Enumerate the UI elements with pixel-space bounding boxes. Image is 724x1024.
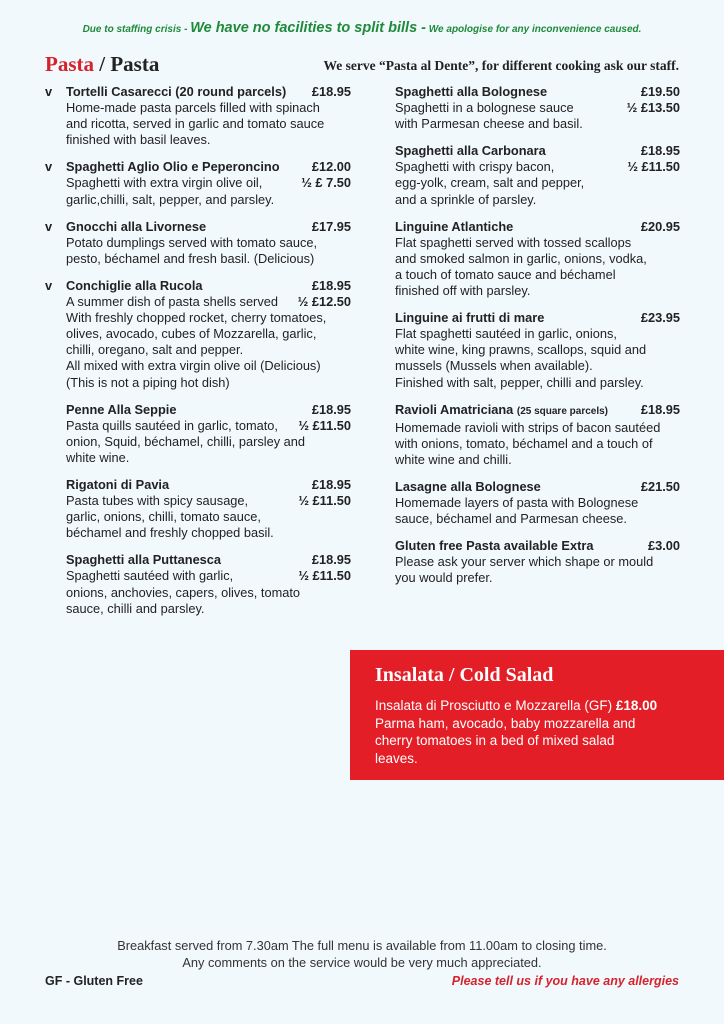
menu-item bbox=[45, 219, 351, 267]
title-rest: / Pasta bbox=[94, 52, 160, 76]
menu-item-header bbox=[395, 84, 680, 100]
menu-item-name bbox=[66, 278, 203, 294]
allergy-note: Please tell us if you have any allergies bbox=[451, 974, 679, 988]
menu-item-header bbox=[395, 402, 680, 420]
footer-line-1: Breakfast served from 7.30am The full menu is available from 11.00am to closing time. bbox=[117, 938, 607, 953]
menu-item-desc bbox=[66, 100, 351, 148]
left-menu-column bbox=[45, 84, 351, 628]
salad-title: Insalata / Cold Salad bbox=[375, 664, 554, 686]
menu-item bbox=[45, 477, 351, 541]
menu-item bbox=[45, 159, 351, 207]
menu-item-desc bbox=[395, 326, 680, 390]
menu-item-price: £18.95 bbox=[311, 401, 351, 417]
menu-item-header bbox=[66, 219, 351, 235]
menu-item bbox=[45, 278, 351, 391]
menu-item-desc-text: Potato dumplings served with tomato sauce, pesto, béchamel and fresh basil. (Delicious) bbox=[66, 234, 318, 266]
half-portion-price: ½ £12.50 bbox=[297, 294, 351, 310]
half-portion-price: ½ £11.50 bbox=[298, 417, 351, 433]
menu-item-name bbox=[66, 219, 206, 235]
notice-small-right: We apologise for any inconvenience caused. bbox=[426, 24, 642, 35]
menu-item-header bbox=[395, 310, 680, 326]
vegetarian-mark: v bbox=[45, 218, 53, 234]
half-portion-price: ½ £11.50 bbox=[298, 568, 351, 584]
menu-item-title: Spaghetti alla Bolognese bbox=[395, 84, 548, 99]
menu-item bbox=[395, 402, 680, 468]
vegetarian-mark: v bbox=[45, 277, 53, 293]
menu-item-title: Lasagne alla Bolognese bbox=[395, 478, 541, 494]
menu-item-price: £18.95 bbox=[311, 476, 351, 492]
menu-item-name bbox=[66, 159, 280, 175]
staffing-notice bbox=[0, 20, 724, 36]
menu-item bbox=[45, 402, 351, 466]
menu-item-header bbox=[395, 538, 680, 554]
menu-item-title: Conchiglie alla Rucola bbox=[66, 277, 203, 293]
half-portion-price: ½ £11.50 bbox=[298, 493, 351, 509]
menu-item-desc bbox=[66, 235, 351, 267]
footer bbox=[0, 938, 724, 971]
menu-item-name bbox=[395, 538, 593, 554]
menu-item-desc bbox=[66, 294, 351, 391]
menu-item-price: £3.00 bbox=[647, 538, 680, 554]
menu-item-name bbox=[395, 479, 541, 495]
menu-item-price: £17.95 bbox=[311, 218, 351, 234]
menu-item bbox=[395, 479, 680, 527]
menu-item-desc-text: Pasta tubes with spicy sausage, garlic, onions, chilli, tomato sauce, béchamel and freshly chopped basil. bbox=[66, 493, 274, 541]
menu-item-price: £20.95 bbox=[640, 218, 680, 234]
half-portion-price: ½ £13.50 bbox=[626, 100, 680, 116]
menu-item-price: £12.00 bbox=[311, 159, 351, 175]
menu-item bbox=[395, 538, 680, 586]
menu-item-desc-text: Spaghetti in a bolognese sauce with Parmesan cheese and basil. bbox=[395, 100, 583, 132]
menu-item-price: £23.95 bbox=[640, 310, 680, 326]
menu-item bbox=[395, 310, 680, 390]
menu-item-title: Tortelli Casarecci (20 round parcels) bbox=[66, 84, 287, 99]
menu-item-desc bbox=[395, 420, 680, 468]
menu-item-note: (25 square parcels) bbox=[516, 405, 609, 417]
serve-note: We serve “Pasta al Dente”, for different cooking ask our staff. bbox=[323, 58, 679, 73]
menu-item-title: Penne Alla Seppie bbox=[66, 401, 177, 417]
menu-item-price: £18.95 bbox=[311, 277, 351, 293]
menu-item-desc bbox=[66, 418, 351, 466]
menu-item-header bbox=[395, 479, 680, 495]
menu-item-name bbox=[66, 552, 221, 568]
menu-item-desc-text: Spaghetti sautéed with garlic, onions, anchovies, capers, olives, tomato sauce, chilli and parsley. bbox=[66, 568, 301, 616]
menu-item-title: Gluten free Pasta available Extra bbox=[395, 538, 594, 554]
menu-item-desc bbox=[395, 100, 680, 132]
menu-item bbox=[45, 552, 351, 616]
menu-item-title: Linguine ai frutti di mare bbox=[395, 310, 545, 326]
menu-item-header bbox=[66, 477, 351, 493]
half-portion-price: ½ £ 7.50 bbox=[301, 175, 351, 191]
menu-item-title: Rigatoni di Pavia bbox=[66, 476, 170, 492]
menu-item-price: £21.50 bbox=[640, 478, 680, 494]
menu-item-header bbox=[395, 219, 680, 235]
salad-item bbox=[375, 697, 704, 767]
menu-item-header bbox=[66, 84, 351, 100]
menu-item-name bbox=[395, 143, 546, 159]
salad-item-price: £18.00 bbox=[615, 698, 658, 713]
menu-item-header bbox=[66, 159, 351, 175]
menu-item-desc bbox=[395, 495, 680, 527]
menu-item-name bbox=[66, 84, 286, 100]
menu-item-name bbox=[395, 310, 544, 326]
footer-line-2: Any comments on the service would be very much appreciated. bbox=[182, 954, 542, 970]
menu-item-name bbox=[66, 477, 169, 493]
menu-item bbox=[395, 84, 680, 132]
menu-item-title: Ravioli Amatriciana bbox=[395, 401, 514, 417]
notice-main: We have no facilities to split bills - bbox=[190, 20, 426, 36]
menu-item-title: Gnocchi alla Livornese bbox=[66, 218, 207, 234]
salad-item-desc: Parma ham, avocado, baby mozzarella and cherry tomatoes in a bed of mixed salad leaves. bbox=[375, 715, 636, 766]
menu-item bbox=[45, 84, 351, 148]
salad-section bbox=[350, 650, 724, 780]
menu-item-desc-text: Pasta quills sautéed in garlic, tomato, onion, Squid, béchamel, chilli, parsley and white wine. bbox=[66, 417, 306, 465]
menu-item-desc-text: Home-made pasta parcels filled with spinach and ricotta, served in garlic and tomato sauce finished with basil leaves. bbox=[66, 100, 325, 148]
menu-item-name bbox=[66, 402, 176, 418]
menu-item-desc-text: Homemade ravioli with strips of bacon sautéed with onions, tomato, béchamel and a touch of white wine and chilli. bbox=[395, 419, 661, 467]
menu-item-desc-text: Flat spaghetti sautéed in garlic, onions, white wine, king prawns, scallops, squid and mussels (Mussels when available). Finished with salt, pepper, chilli and parsley. bbox=[395, 326, 647, 390]
menu-item-price: £18.95 bbox=[640, 143, 680, 159]
menu-item-desc-text: Please ask your server which shape or mould you would prefer. bbox=[395, 554, 654, 586]
menu-item-desc bbox=[66, 175, 351, 207]
menu-item-price: £19.50 bbox=[640, 84, 680, 99]
menu-item-header bbox=[66, 552, 351, 568]
menu-item-price: £18.95 bbox=[311, 552, 351, 568]
notice-small-left: Due to staffing crisis - bbox=[82, 24, 191, 35]
menu-item-price: £18.95 bbox=[640, 401, 680, 417]
menu-item-desc-text: Flat spaghetti served with tossed scallops and smoked salmon in garlic, onions, vodka, a touch of tomato sauce and béchamel finished off with parsley. bbox=[395, 234, 647, 299]
menu-item-name bbox=[395, 219, 513, 235]
title-red: Pasta bbox=[45, 52, 94, 76]
menu-item-name bbox=[395, 402, 608, 420]
gf-legend: GF - Gluten Free bbox=[45, 974, 143, 988]
menu-item-header bbox=[66, 402, 351, 418]
menu-item-desc bbox=[66, 493, 351, 541]
menu-item-header bbox=[395, 143, 680, 159]
menu-item-desc-text: A summer dish of pasta shells served With freshly chopped rocket, cherry tomatoes, olives, avocado, cubes of Mozzarella, garlic, chilli, oregano, salt and pepper. All mixed with extra virgin olive oil (Delicious) (This is not a piping hot dish) bbox=[66, 294, 327, 390]
menu-item-title: Linguine Atlantiche bbox=[395, 218, 514, 234]
menu-item-title: Spaghetti Aglio Olio e Peperoncino bbox=[66, 159, 280, 175]
menu-item-desc-text: Homemade layers of pasta with Bolognese sauce, béchamel and Parmesan cheese. bbox=[395, 495, 639, 527]
vegetarian-mark: v bbox=[45, 159, 53, 175]
menu-item-desc bbox=[66, 568, 351, 616]
menu-item-desc bbox=[395, 235, 680, 299]
menu-item-header bbox=[66, 278, 351, 294]
right-menu-column bbox=[395, 84, 680, 598]
menu-item-desc-text: Spaghetti with extra virgin olive oil, garlic,chilli, salt, pepper, and parsley. bbox=[66, 175, 275, 207]
menu-item bbox=[395, 219, 680, 299]
page-title bbox=[45, 52, 159, 77]
menu-item-desc bbox=[395, 159, 680, 207]
menu-item-price: £18.95 bbox=[311, 84, 351, 99]
menu-item-title: Spaghetti alla Carbonara bbox=[395, 143, 546, 159]
vegetarian-mark: v bbox=[45, 84, 53, 99]
menu-item-name bbox=[395, 84, 547, 100]
menu-item bbox=[395, 143, 680, 207]
salad-item-name: Insalata di Prosciutto e Mozzarella (GF) bbox=[375, 698, 613, 713]
menu-item-desc-text: Spaghetti with crispy bacon, egg-yolk, cream, salt and pepper, and a sprinkle of parsley. bbox=[395, 159, 585, 207]
half-portion-price: ½ £11.50 bbox=[627, 159, 680, 175]
menu-item-title: Spaghetti alla Puttanesca bbox=[66, 552, 222, 568]
menu-item-desc bbox=[395, 554, 680, 586]
